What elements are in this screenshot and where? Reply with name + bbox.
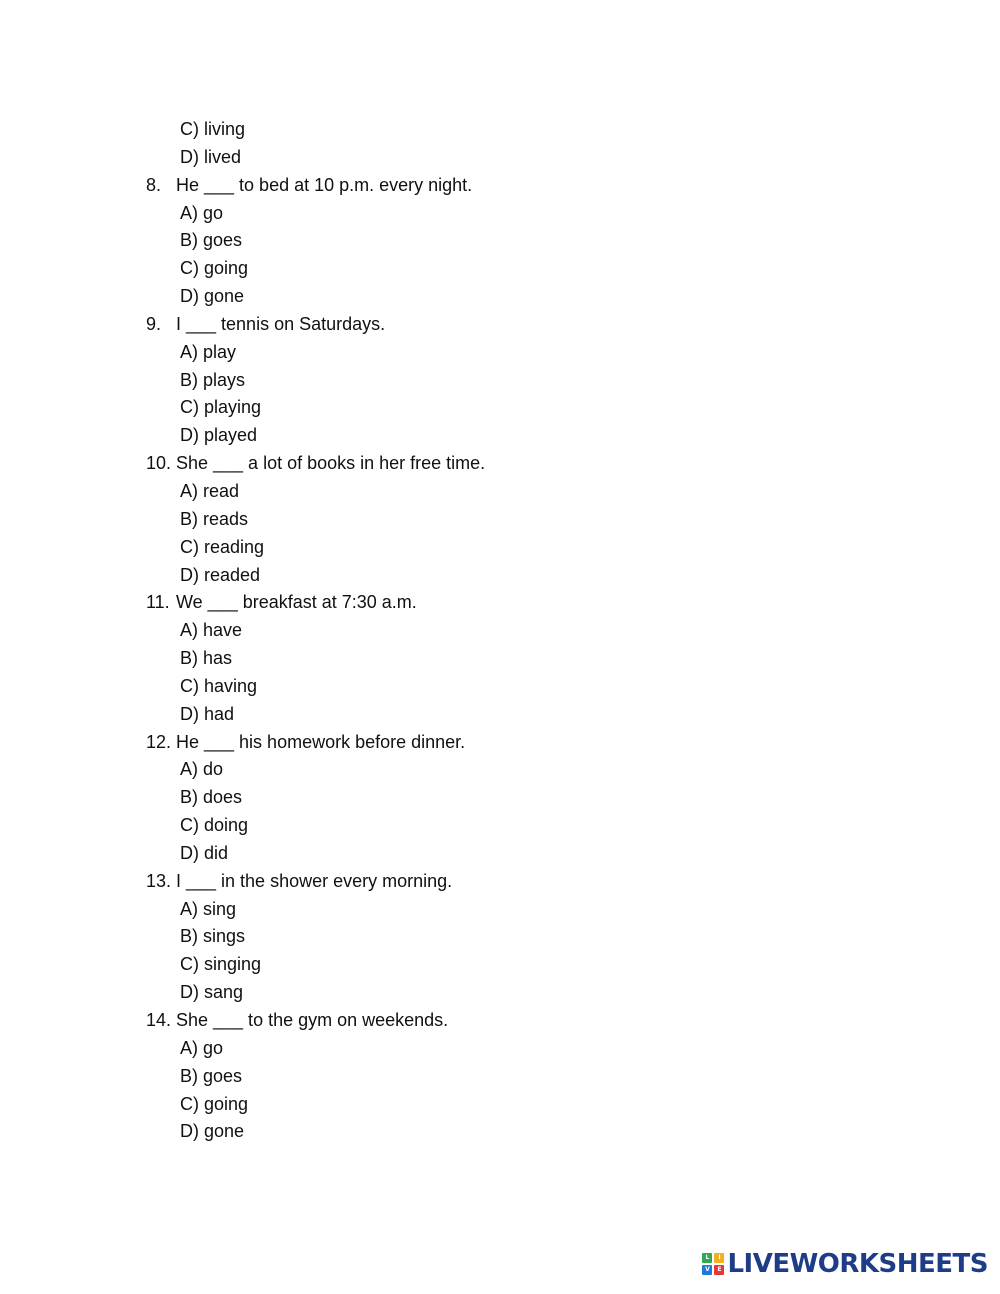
- question-item: [146, 172, 846, 200]
- question-item: [146, 868, 846, 896]
- answer-option: C) going: [180, 1093, 249, 1114]
- logo-icon-tile: I: [714, 1253, 724, 1263]
- answer-option: B) has: [180, 648, 233, 669]
- answer-option: C) reading: [180, 536, 265, 557]
- question-number: 11.: [146, 592, 170, 613]
- question-text: He ___ to bed at 10 p.m. every night.: [176, 174, 473, 195]
- question-text: He ___ his homework before dinner.: [176, 731, 466, 752]
- answer-option: D) had: [180, 703, 235, 724]
- logo-icon-tile: L: [702, 1253, 712, 1263]
- liveworksheets-logo: [702, 1248, 988, 1280]
- answer-option: A) play: [180, 341, 237, 362]
- question-text: We ___ breakfast at 7:30 a.m.: [176, 592, 417, 613]
- answer-option: A) sing: [180, 898, 237, 919]
- question-text: I ___ tennis on Saturdays.: [176, 313, 386, 334]
- answer-option: A) have: [180, 620, 243, 641]
- question-item: [146, 729, 846, 757]
- answer-option: D) readed: [180, 564, 261, 585]
- question-item: [146, 589, 846, 617]
- logo-icon-tile: V: [702, 1265, 712, 1275]
- question-number: 9.: [146, 313, 162, 334]
- question-item: [146, 1007, 846, 1035]
- answer-option: D) lived: [180, 146, 242, 167]
- answer-option: B) sings: [180, 926, 246, 947]
- question-number: 13.: [146, 870, 172, 891]
- answer-option: C) doing: [180, 815, 249, 836]
- question-number: 10.: [146, 453, 172, 474]
- question-item: [146, 311, 846, 339]
- answer-option: D) gone: [180, 1121, 245, 1142]
- answer-option: C) singing: [180, 954, 262, 975]
- liveworksheets-icon: [702, 1253, 724, 1275]
- answer-option: A) read: [180, 480, 240, 501]
- question-number: 14.: [146, 1010, 172, 1030]
- question-number: 8.: [146, 174, 162, 195]
- question-list: [146, 116, 846, 1146]
- answer-option: A) go: [180, 1037, 224, 1058]
- question-text: I ___ in the shower every morning.: [176, 870, 453, 891]
- answer-option: C) going: [180, 258, 249, 279]
- answer-option: D) sang: [180, 982, 244, 1003]
- logo-text: LIVEWORKSHEETS: [727, 1249, 988, 1279]
- answer-option: C) living: [180, 119, 246, 139]
- answer-option: D) played: [180, 425, 258, 446]
- answer-option: B) does: [180, 787, 243, 808]
- question-number: 12.: [146, 731, 172, 752]
- answer-option: B) goes: [180, 1065, 243, 1086]
- answer-option: B) goes: [180, 230, 243, 251]
- answer-option: A) go: [180, 202, 224, 223]
- answer-option: B) plays: [180, 369, 246, 390]
- answer-option: C) having: [180, 675, 258, 696]
- logo-icon-tile: E: [714, 1265, 724, 1275]
- question-text: She ___ a lot of books in her free time.: [176, 453, 486, 474]
- answer-option: A) do: [180, 759, 224, 780]
- answer-option: B) reads: [180, 508, 249, 529]
- answer-option: D) did: [180, 842, 229, 863]
- answer-option: C) playing: [180, 397, 262, 418]
- answer-option: D) gone: [180, 286, 245, 307]
- question-text: She ___ to the gym on weekends.: [176, 1010, 449, 1030]
- question-item: [146, 450, 846, 478]
